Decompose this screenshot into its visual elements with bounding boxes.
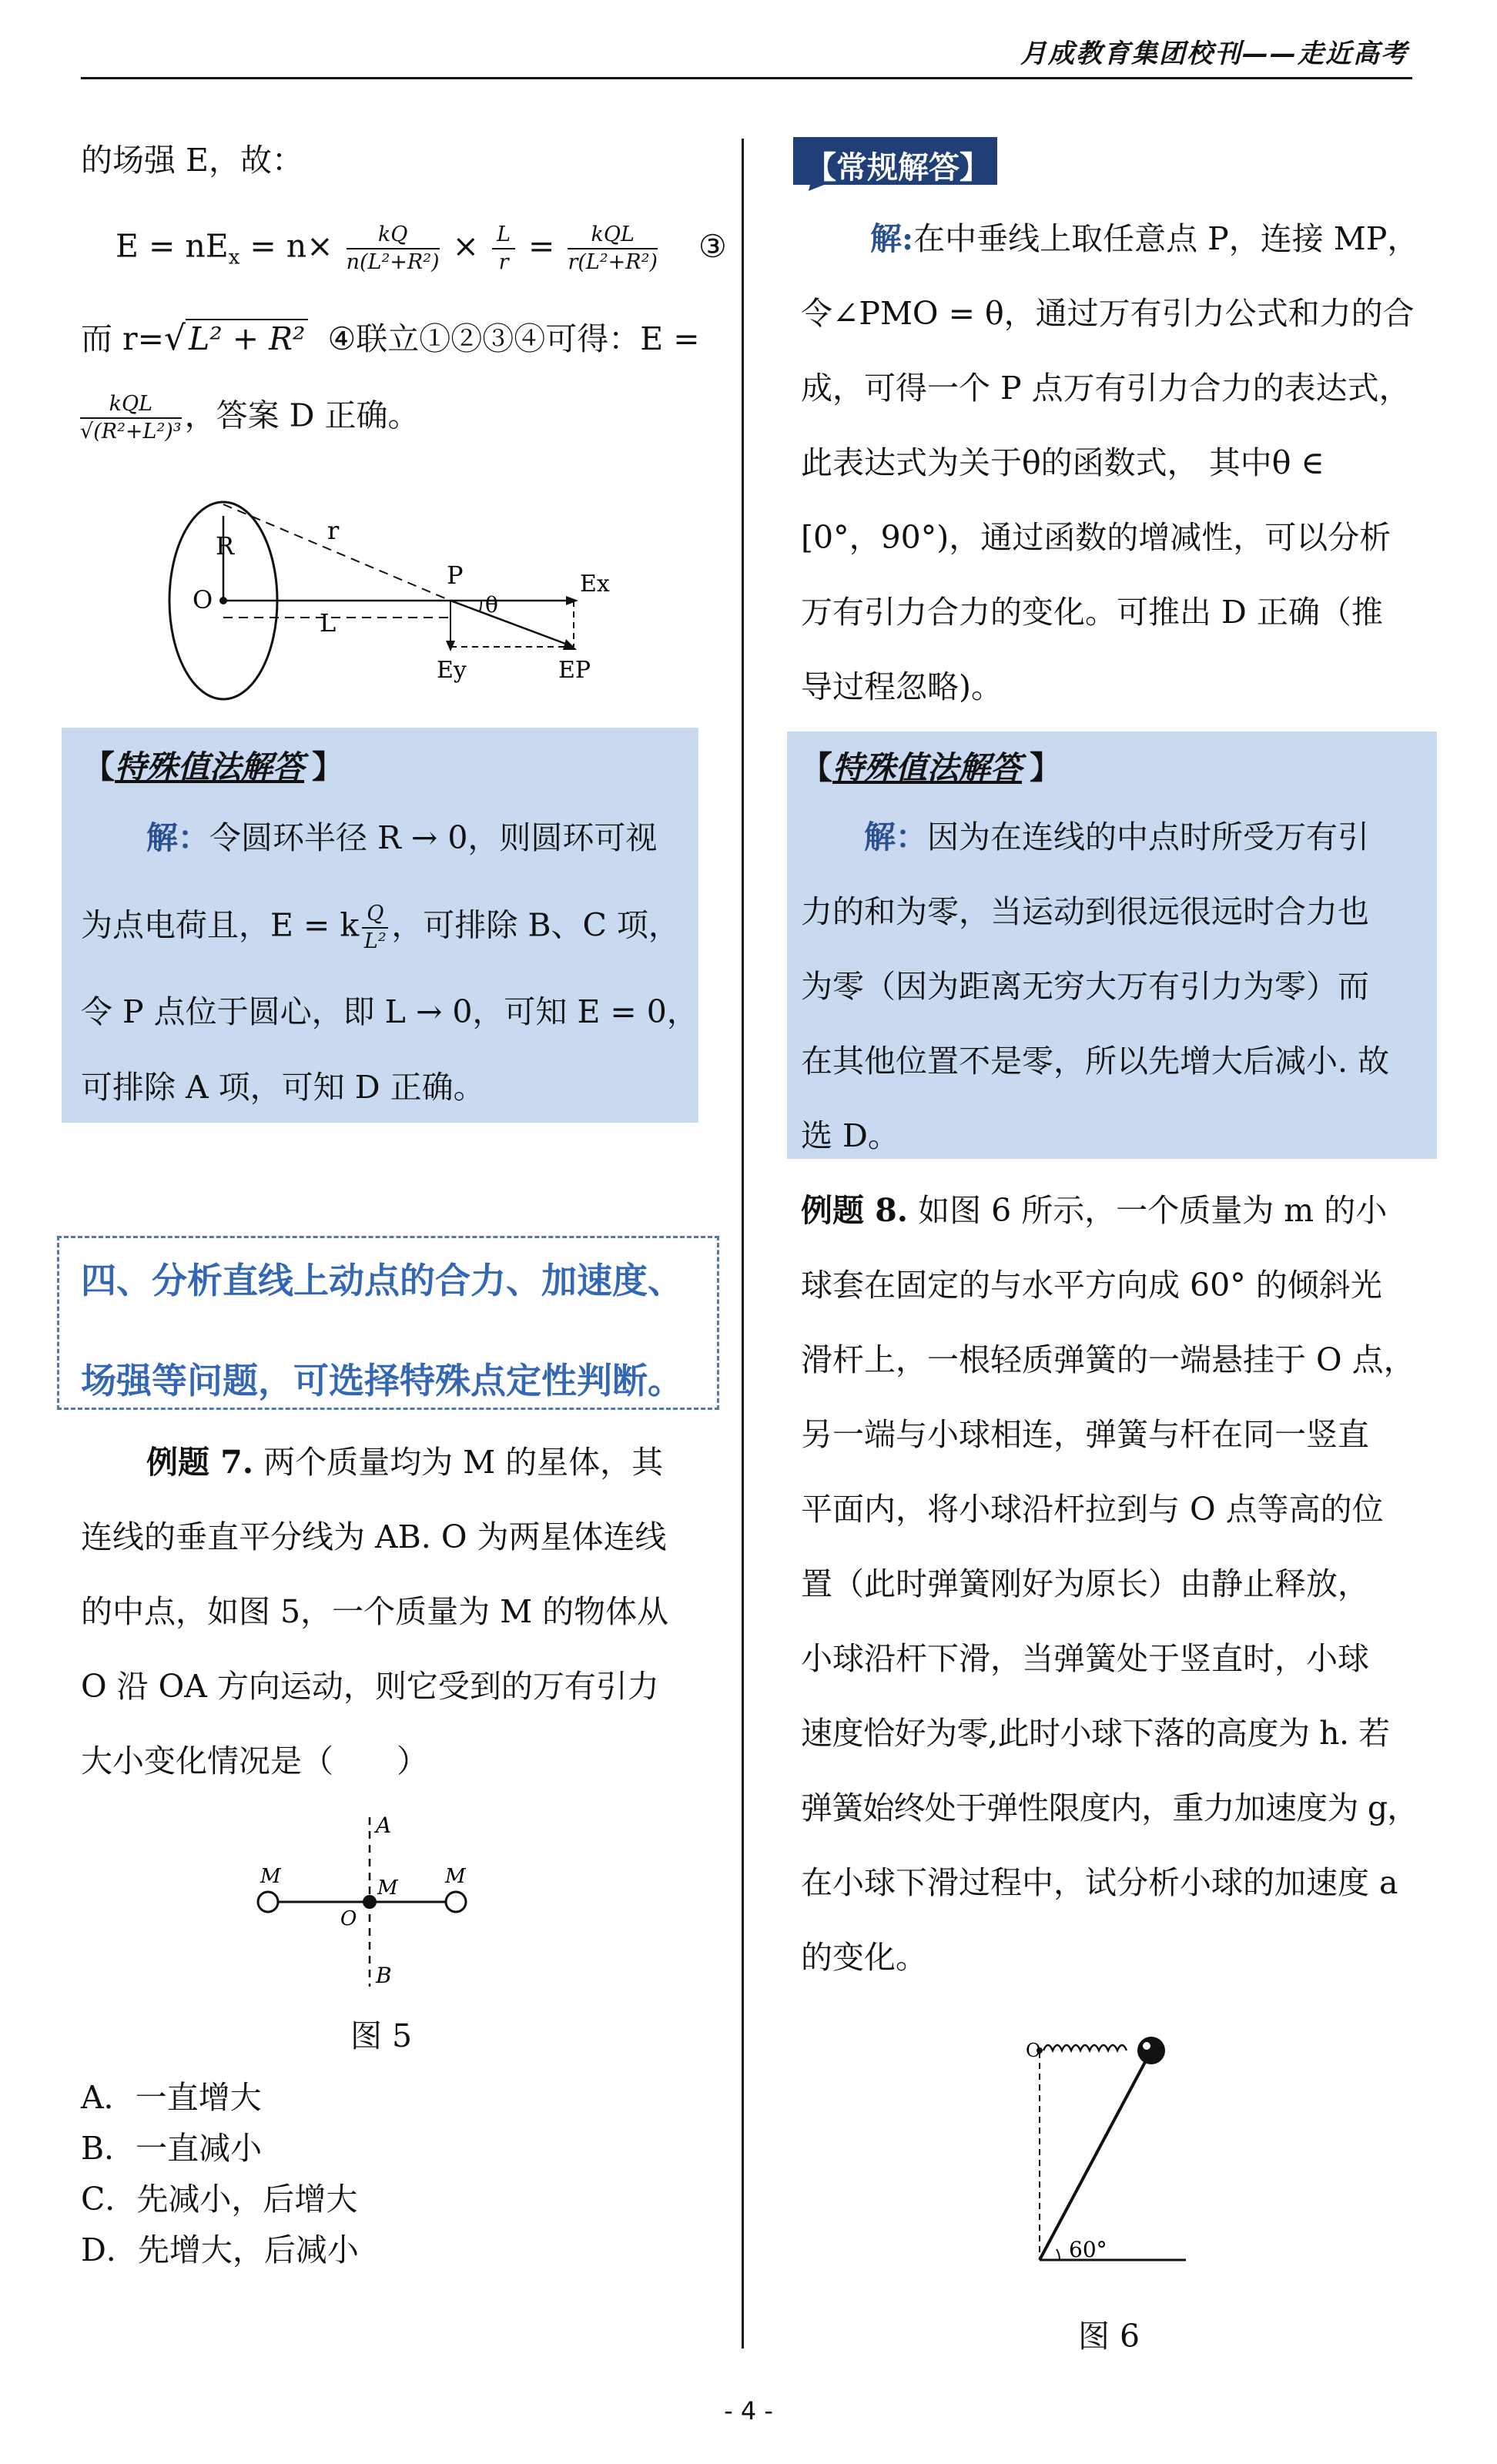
ex8-l1-text: 如图 6 所示，一个质量为 m 的小 [918,1192,1388,1229]
ex8-l8: 速度恰好为零,此时小球下落的高度为 h. 若 [801,1715,1390,1752]
frac1-num: kQ [347,223,440,249]
left-special-l2 [81,902,680,953]
r-bracket-right: 】 [1030,749,1061,786]
label-R: R [216,531,235,561]
angle-arc [1057,2249,1060,2260]
ex8-label: 例题 8. [801,1192,909,1229]
ex8-l10: 在小球下滑过程中，试分析小球的加速度 a [801,1864,1398,1901]
frac1-den: n(L²+R²) [346,250,440,274]
line3-den: √(R²+L²)³ [80,420,182,444]
label-O5: O [340,1907,357,1930]
ex7-l2: 连线的垂直平分线为 AB. O 为两星体连线 [81,1518,667,1555]
bracket-right: 】 [312,748,343,785]
label-Ex: Ex [580,571,610,598]
label-60deg: 60° [1069,2237,1107,2262]
label-theta: θ [485,592,498,618]
regular-l1-text: 在中垂线上取任意点 P，连接 MP， [913,220,1419,257]
formula-frac-1 [347,223,440,274]
formula-subx: x [228,246,240,270]
ex7-l1 [146,1444,663,1481]
regular-l1 [870,220,1418,257]
left-special-l2a: 为点电荷且，E = k [81,906,360,944]
intro-line: 的场强 E，故： [81,142,303,179]
regular-l5: [0°，90°)，通过函数的增减性，可以分析 [801,519,1392,556]
left-special-frac-den: L² [363,929,387,953]
spring-coil [1043,2045,1127,2051]
ex8-l7: 小球沿杆下滑，当弹簧处于竖直时，小球 [801,1640,1369,1677]
mass-at-O [363,1895,377,1909]
right-special-l4: 在其他位置不是零，所以先增大后减小. 故 [801,1043,1390,1080]
ex7-l5: 大小变化情况是（ ） [81,1743,428,1779]
ex8-l3: 滑杆上，一根轻质弹簧的一端悬挂于 O 点， [801,1341,1415,1378]
label-L: L [320,608,337,638]
right-special-l1 [864,819,1369,855]
label-M-right: M [445,1865,466,1888]
label-P: P [447,561,464,590]
label-M-left: M [260,1865,281,1888]
ball [1137,2037,1165,2064]
r-bracket-left: 【 [801,749,832,786]
label-A: A [376,1813,392,1838]
sqrt-sign: √ [164,319,186,358]
regular-l2: 令∠PMO = θ，通过万有引力公式和力的合 [801,295,1415,332]
formula-prefix: E = nE [116,227,229,265]
ex7-label: 例题 7. [146,1444,254,1481]
fig5-caption: 图 5 [350,2017,413,2054]
right-special-l3: 为零（因为距离无穷大万有引力为零）而 [801,968,1369,1005]
label-M-mid: M [377,1876,398,1900]
ex8-l2: 球套在固定的与水平方向成 60° 的倾斜光 [801,1267,1382,1304]
regular-l6: 万有引力合力的变化。可推出 D 正确（推 [801,594,1383,631]
fig6-caption: 图 6 [1078,2318,1140,2355]
bracket-left: 【 [83,748,115,785]
left-special-l1 [146,819,657,856]
ex7-l1-text: 两个质量均为 M 的星体，其 [263,1444,664,1481]
right-special-title-text: 特殊值法解答 [832,749,1022,786]
header-rule [81,77,1412,79]
left-special-l4: 可排除 A 项，可知 D 正确。 [81,1069,485,1106]
ex8-l6: 置（此时弹簧刚好为原长）由静止释放， [801,1565,1369,1602]
regular-l7: 导过程忽略)。 [801,668,1003,705]
left-special-title [83,742,343,787]
ex8-l1 [801,1192,1387,1229]
two-star-diagram [246,1810,493,1994]
frac3-num: kQL [568,223,658,249]
label-O6: O [1026,2040,1041,2061]
regular-jie: 解: [870,220,914,257]
frac2-den: r [498,250,509,274]
ex8-l5: 平面内，将小球沿杆拉到与 O 点等高的位 [801,1491,1384,1528]
formula-frac-2 [492,223,515,274]
line2 [81,320,700,357]
label-Ep: EP [558,657,591,684]
left-special-frac [362,902,388,953]
formula-frac-3 [568,223,658,274]
inclined-rod [1040,2051,1151,2260]
right-special-title [801,742,1061,788]
journal-title: 月成教育集团校刊——走近高考 [1020,38,1408,69]
left-special-title-text: 特殊值法解答 [115,748,304,785]
regular-solution-tag-text: 【常规解答】 [805,150,990,186]
Ex-arrowhead [566,596,578,605]
label-Ey: Ey [437,657,467,684]
theta-arc [480,601,481,611]
option-d: D．先增大，后减小 [81,2231,359,2268]
line2-suffix: ④联立①②③④可得：E = [327,320,700,357]
frac3-den: r(L²+R²) [568,250,658,274]
right-special-l1-text: 因为在连线的中点时所受万有引 [927,819,1369,855]
ex8-l4: 另一端与小球相连，弹簧与杆在同一竖直 [801,1416,1369,1453]
option-a: A．一直增大 [81,2079,262,2116]
section-heading-l1: 四、分析直线上动点的合力、加速度、 [81,1260,683,1301]
ex8-l11: 的变化。 [801,1939,927,1976]
regular-l3: 成，可得一个 P 点万有引力合力的表达式， [801,370,1411,407]
page-number: - 4 - [724,2396,773,2426]
right-special-l2: 力的和为零，当运动到很远很远时合力也 [801,893,1369,930]
ex7-l3: 的中点，如图 5，一个质量为 M 的物体从 [81,1593,669,1630]
label-O: O [193,585,213,614]
line3-suffix: ，答案 D 正确。 [184,397,420,434]
jie-label: 解： [146,819,209,856]
ex8-l9: 弹簧始终处于弹性限度内，重力加速度为 g， [801,1789,1418,1826]
frac2-num: L [492,223,515,249]
line2-sqrt: L² + R² [186,319,308,357]
column-divider [742,139,744,2348]
regular-l4: 此表达式为关于θ的函数式， 其中θ ∈ [801,444,1325,481]
formula-line [116,223,727,276]
formula-times: × [452,227,480,265]
left-special-l1-text: 令圆环半径 R → 0，则圆环可视 [209,819,658,856]
right-special-box [787,732,1437,1159]
ex7-l4: O 沿 OA 方向运动，则它受到的万有引力 [81,1668,659,1705]
label-r: r [327,516,340,545]
formula-mid: = n× [250,227,333,265]
Ep-arrow [450,601,574,647]
spring-rod-diagram [1009,2021,1209,2275]
Ep-arrowhead [563,639,577,650]
left-special-l2b: ，可排除 B、C 项， [391,906,680,944]
ring-field-diagram [158,493,635,701]
right-special-l5: 选 D。 [801,1117,899,1154]
section-heading-l2: 场强等问题，可选择特殊点定性判断。 [81,1360,683,1401]
option-b: B．一直减小 [81,2130,263,2167]
formula-eq: = [528,227,555,265]
line2-prefix: 而 r= [81,320,164,357]
star-left [258,1892,278,1912]
left-special-frac-num: Q [362,902,388,929]
line3 [77,393,420,444]
line3-frac [80,393,182,444]
right-special-jie: 解： [864,819,927,855]
left-special-l3: 令 P 点位于圆心，即 L → 0，可知 E = 0， [81,993,698,1030]
label-B: B [376,1963,392,1988]
option-c: C．先减小，后增大 [81,2181,358,2218]
star-right [446,1892,466,1912]
formula-tag: ③ [698,227,727,265]
line3-num: kQL [80,393,182,419]
ball-highlight [1143,2042,1150,2050]
